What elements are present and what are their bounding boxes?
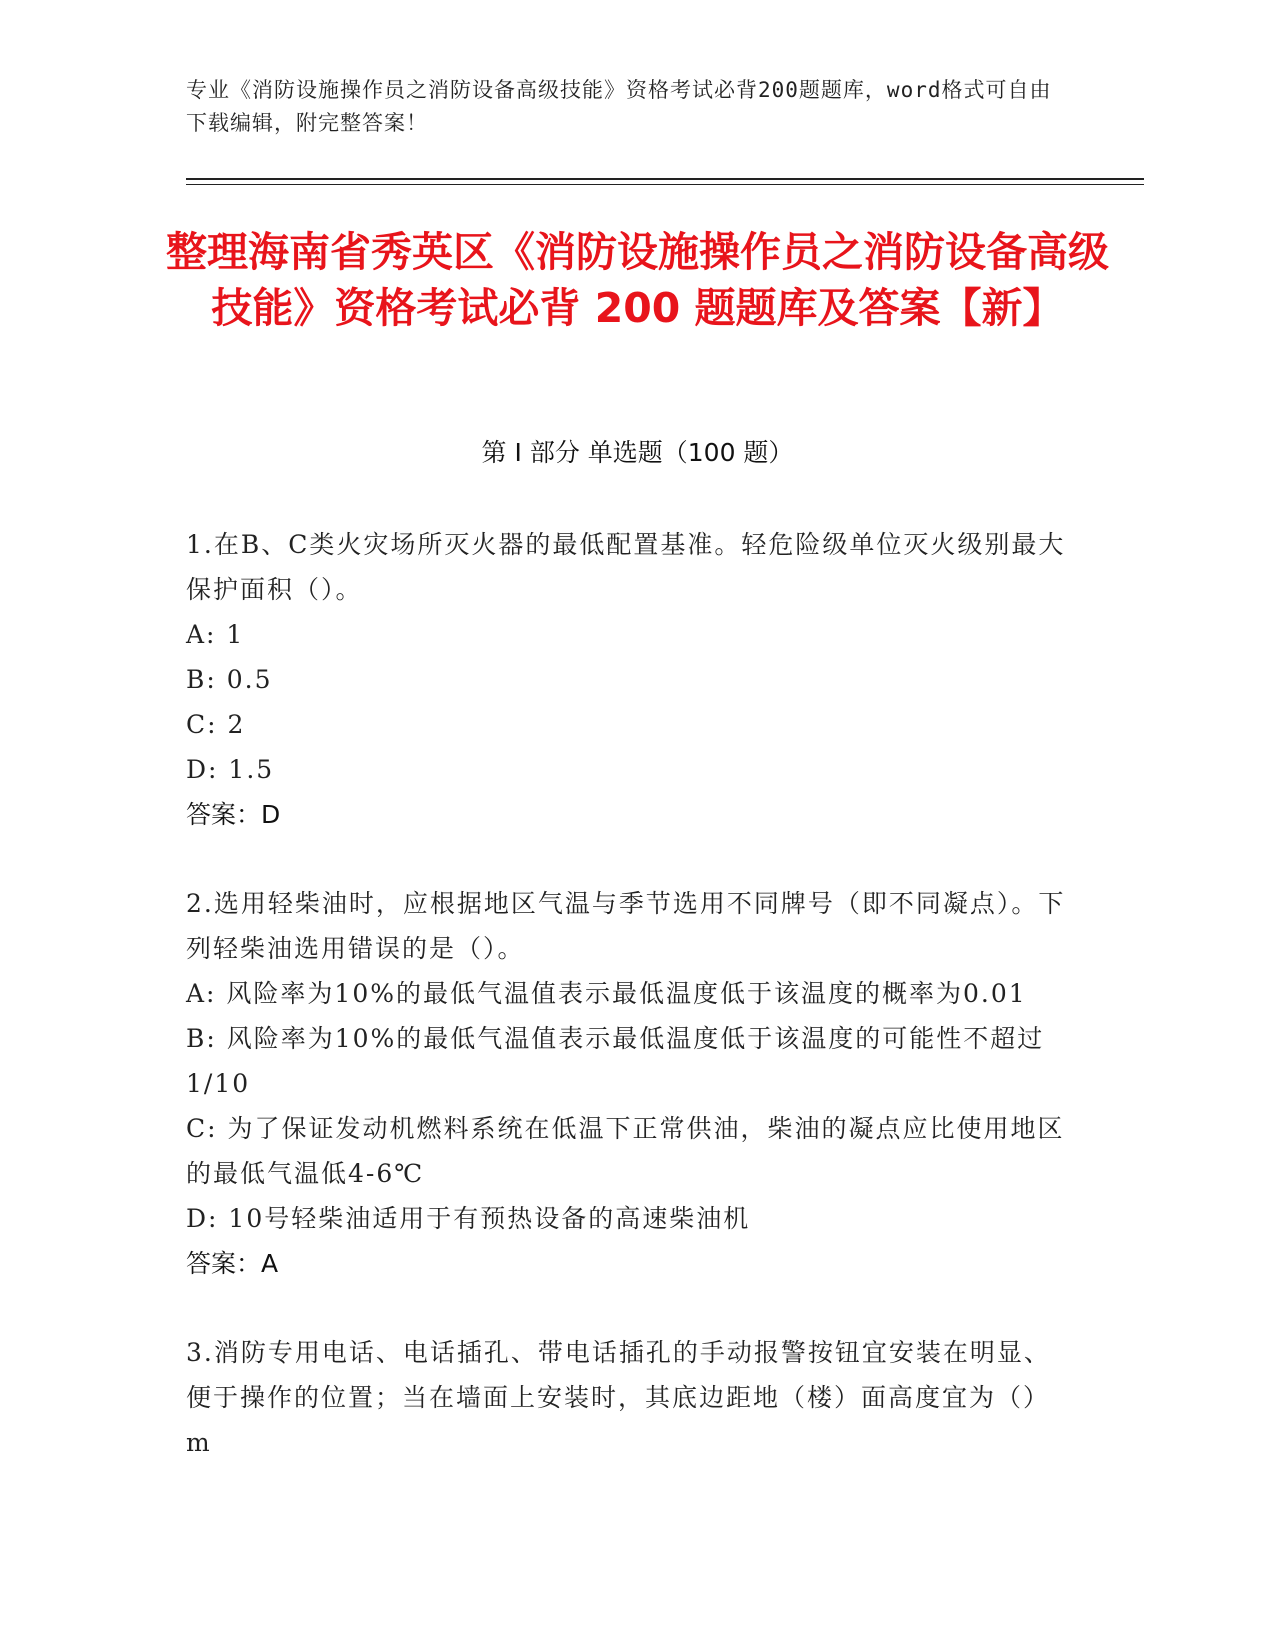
question-text: 3.消防专用电话、电话插孔、带电话插孔的手动报警按钮宜安装在明显、便于操作的位置；当在墙面上安装时，其底边距地（楼）面高度宜为（）m: [186, 1338, 1051, 1457]
answer: 答案：A: [186, 1249, 279, 1278]
option-c: C: 为了保证发动机燃料系统在低温下正常供油，柴油的凝点应比使用地区的最低气温低4-6℃: [186, 1114, 1065, 1188]
header-divider-thick: [186, 178, 1144, 180]
question-text: 1.在B、C类火灾场所灭火器的最低配置基准。轻危险级单位灭火级别最大保护面积（）。: [186, 530, 1066, 604]
option-a: A: 风险率为10%的最低气温值表示最低温度低于该温度的概率为0.01: [186, 979, 1027, 1008]
answer: 答案：D: [186, 800, 281, 829]
option-a: A: 1: [186, 620, 245, 649]
option-b: B: 风险率为10%的最低气温值表示最低温度低于该温度的可能性不超过1/10: [186, 1024, 1045, 1098]
option-d: D: 1.5: [186, 755, 275, 784]
header-divider-thin: [186, 184, 1144, 185]
header-note: 专业《消防设施操作员之消防设备高级技能》资格考试必背200题题库，word格式可自由下载编辑，附完整答案！: [186, 78, 1052, 135]
question-list: [186, 522, 1066, 1509]
option-b: B: 0.5: [186, 665, 273, 694]
document-title: 整理海南省秀英区《消防设施操作员之消防设备高级技能》资格考试必背 200 题题库及答案【新】: [166, 228, 1109, 332]
question-1: [186, 522, 1066, 837]
question-2: [186, 881, 1066, 1286]
question-3: [186, 1330, 1066, 1465]
option-d: D: 10号轻柴油适用于有预热设备的高速柴油机: [186, 1204, 751, 1233]
section-title: 第 I 部分 单选题（100 题）: [481, 438, 794, 467]
question-text: 2.选用轻柴油时，应根据地区气温与季节选用不同牌号（即不同凝点）。下列轻柴油选用错误的是（）。: [186, 889, 1066, 963]
option-c: C: 2: [186, 710, 246, 739]
